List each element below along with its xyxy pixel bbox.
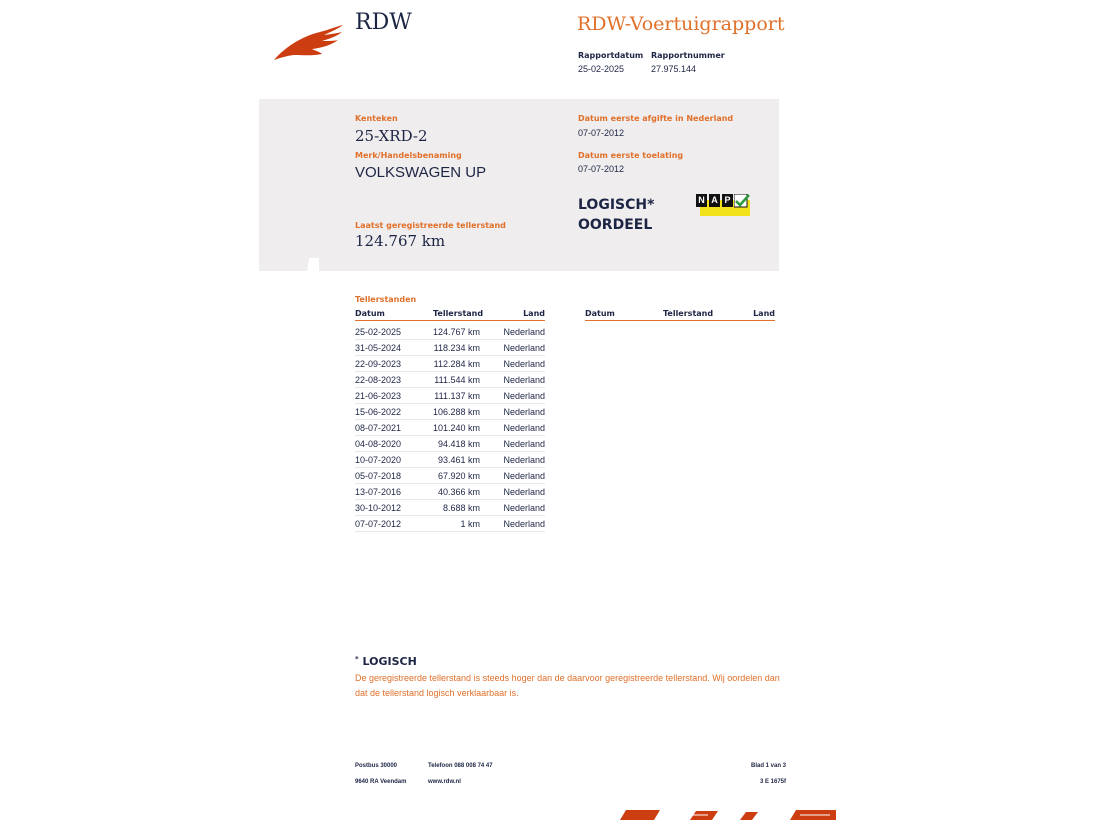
nap-letter-a: A [709,194,720,207]
col-date: Datum [355,309,385,318]
row-date: 31-05-2024 [355,343,402,353]
org-name: RDW [355,10,412,35]
odo-value: 124.767 km [355,232,446,250]
table-row [355,323,545,340]
row-date: 10-07-2020 [355,455,402,465]
table-row [355,483,545,500]
report-date-label: Rapportdatum [578,51,644,60]
table-row [355,419,545,436]
row-reading: 106.288 km [432,407,480,417]
note-title [355,655,417,668]
row-country: Nederland [503,359,545,369]
report-number-label: Rapportnummer [651,51,725,60]
table-row [355,467,545,484]
table-row [355,403,545,420]
row-date: 21-06-2023 [355,391,402,401]
report-date: 25-02-2025 [578,64,625,74]
footer-web: www.rdw.nl [428,779,461,785]
footer-postbus: Postbus 30000 [355,763,398,769]
note-text-2: dat de tellerstand logisch verklaarbaar is. [355,688,519,698]
readings-header-right [585,309,775,321]
footer-city: 9640 RA Veendam [355,779,407,785]
note-mark: * [355,655,359,663]
row-reading: 101.240 km [432,423,480,433]
first-nl-label: Datum eerste afgifte in Nederland [578,114,734,123]
brand-value: VOLKSWAGEN UP [355,164,487,181]
row-country: Nederland [503,327,545,337]
col-date-2: Datum [585,309,615,318]
note-title-text: LOGISCH [362,655,417,668]
note-text-1: De geregistreerde tellerstand is steeds hoger dan de daarvoor geregistreerde tellerstand. Wij oordelen dan [355,673,780,683]
row-reading: 118.234 km [433,343,480,353]
row-country: Nederland [503,343,545,353]
brand-label: Merk/Handelsbenaming [355,151,462,160]
footer-page: Blad 1 van 3 [750,763,786,769]
row-date: 25-02-2025 [355,327,402,337]
row-date: 30-10-2012 [355,503,402,513]
rdw-logo-icon [272,24,344,62]
row-country: Nederland [503,407,545,417]
row-date: 13-07-2016 [355,487,402,497]
row-country: Nederland [503,487,545,497]
col-reading-2: Tellerstand [663,309,714,318]
readings-title: Tellerstanden [355,295,417,304]
col-reading: Tellerstand [433,309,484,318]
row-reading: 40.366 km [437,487,480,497]
row-date: 15-06-2022 [355,407,402,417]
row-country: Nederland [503,503,545,513]
row-reading: 8.688 km [442,503,480,513]
odo-label: Laatst geregistreerde tellerstand [355,221,506,230]
row-country: Nederland [503,423,545,433]
row-country: Nederland [503,375,545,385]
col-country: Land [523,309,545,318]
footer-code: 3 E 1675f [759,779,786,785]
first-admission-value: 07-07-2012 [578,164,625,174]
col-country-2: Land [753,309,775,318]
row-reading: 67.920 km [437,471,480,481]
table-row [355,339,545,356]
row-country: Nederland [503,471,545,481]
row-country: Nederland [503,455,545,465]
verdict-line1: LOGISCH* [578,197,655,213]
row-date: 22-08-2023 [355,375,402,385]
nap-letter-n: N [696,194,707,207]
readings-header-left [355,309,545,321]
row-country: Nederland [503,519,545,529]
footer-stripes-icon [590,808,836,821]
row-reading: 93.461 km [437,455,480,465]
report-number: 27.975.144 [651,64,697,74]
row-reading: 112.284 km [433,359,480,369]
row-date: 07-07-2012 [355,519,402,529]
row-reading: 111.137 km [434,391,480,401]
first-admission-label: Datum eerste toelating [578,151,684,160]
row-country: Nederland [503,439,545,449]
row-date: 05-07-2018 [355,471,402,481]
table-row [355,371,545,388]
footer-phone: Telefoon 088 008 74 47 [428,763,493,769]
row-reading: 1 km [460,519,480,529]
table-row [355,435,545,452]
table-row [355,355,545,372]
plate-label: Kenteken [355,114,398,123]
report-title: RDW-Voertuigrapport [577,13,785,35]
first-nl-value: 07-07-2012 [578,128,625,138]
row-date: 08-07-2021 [355,423,402,433]
row-date: 04-08-2020 [355,439,402,449]
nap-letter-p: P [722,194,733,207]
row-reading: 94.418 km [437,439,480,449]
row-date: 22-09-2023 [355,359,402,369]
vehicle-panel [259,99,779,271]
nap-check-icon [696,194,750,216]
table-row [355,451,545,468]
table-row [355,387,545,404]
verdict-line2: OORDEEL [578,217,653,233]
plate-value: 25-XRD-2 [355,127,428,145]
row-reading: 124.767 km [432,327,480,337]
row-reading: 111.544 km [434,375,480,385]
row-country: Nederland [503,391,545,401]
table-row [355,499,545,516]
table-row [355,515,545,532]
